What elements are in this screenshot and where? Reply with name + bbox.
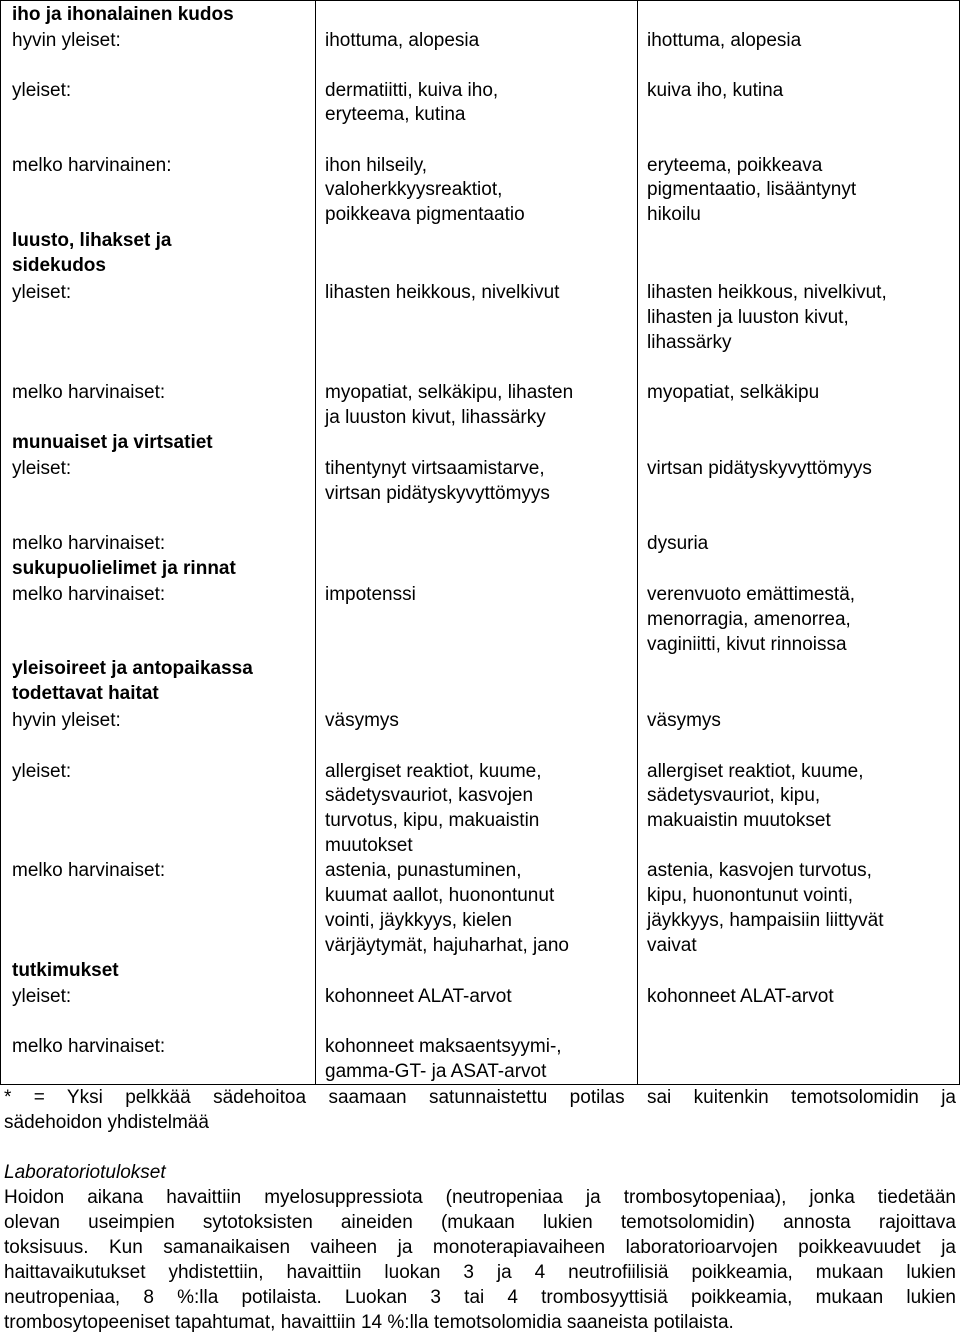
cell-monotherapy: sädetysvauriot, kipu, (647, 785, 821, 806)
frequency-label: melko harvinaiset: (12, 1036, 166, 1057)
cell-temozolomide-radiotherapy: kohonneet ALAT-arvot (325, 986, 512, 1007)
cell-monotherapy: jäykkyys, hampaisiin liittyvät (647, 910, 884, 931)
cell-monotherapy: verenvuoto emättimestä, (647, 584, 856, 605)
cell-temozolomide-radiotherapy: tihentynyt virtsaamistarve, (325, 458, 545, 479)
table-divider-1 (315, 0, 316, 1085)
cell-monotherapy: pigmentaatio, lisääntynyt (647, 179, 857, 200)
cell-temozolomide-radiotherapy: myopatiat, selkäkipu, lihasten (325, 382, 574, 403)
section-heading: munuaiset ja virtsatiet (12, 432, 213, 453)
paragraph-line: toksisuus. Kun samanaikaisen vaiheen ja monoterapiavaiheen laboratorioarvojen poikkeavuudet ja (4, 1237, 956, 1258)
frequency-label: yleiset: (12, 282, 72, 303)
footnote-line: * = Yksi pelkkää sädehoitoa saamaan satunnaistettu potilas sai kuitenkin temotsolomidin ja (4, 1087, 956, 1108)
section-heading: sukupuolielimet ja rinnat (12, 558, 236, 579)
cell-temozolomide-radiotherapy: vointi, jäykkyys, kielen (325, 910, 512, 931)
cell-monotherapy: väsymys (647, 710, 721, 731)
paragraph-line: neutropeniaa, 8 %:lla potilaista. Luokan 3 tai 4 trombosyyttisiä poikkeamia, mukaan lukien (4, 1287, 956, 1308)
cell-temozolomide-radiotherapy: gamma-GT- ja ASAT-arvot (325, 1061, 547, 1082)
lab-results-heading: Laboratoriotulokset (4, 1162, 166, 1183)
cell-temozolomide-radiotherapy: poikkeava pigmentaatio (325, 204, 525, 225)
cell-monotherapy: lihasten heikkous, nivelkivut, (647, 282, 887, 303)
cell-monotherapy: lihasten ja luuston kivut, (647, 307, 849, 328)
table-border-top (0, 0, 960, 1)
cell-monotherapy: lihassärky (647, 332, 732, 353)
cell-temozolomide-radiotherapy: värjäytymät, hajuharhat, jano (325, 935, 569, 956)
frequency-label: yleiset: (12, 458, 72, 479)
cell-monotherapy: kohonneet ALAT-arvot (647, 986, 834, 1007)
footnote-line: sädehoidon yhdistelmää (4, 1112, 209, 1133)
cell-temozolomide-radiotherapy: väsymys (325, 710, 399, 731)
section-heading: tutkimukset (12, 960, 119, 981)
cell-temozolomide-radiotherapy: astenia, punastuminen, (325, 860, 522, 881)
cell-temozolomide-radiotherapy: dermatiitti, kuiva iho, (325, 80, 499, 101)
frequency-label: yleiset: (12, 761, 72, 782)
cell-monotherapy: menorragia, amenorrea, (647, 609, 851, 630)
frequency-label: hyvin yleiset: (12, 30, 121, 51)
cell-monotherapy: kipu, huonontunut vointi, (647, 885, 853, 906)
cell-temozolomide-radiotherapy: kuumat aallot, huonontunut (325, 885, 555, 906)
cell-monotherapy: makuaistin muutokset (647, 810, 831, 831)
frequency-label: melko harvinaiset: (12, 584, 166, 605)
cell-monotherapy: astenia, kasvojen turvotus, (647, 860, 872, 881)
paragraph-line: trombosytopeeniset tapahtumat, havaittiin 14 %:lla temotsolomidia saaneista potilaista. (4, 1312, 734, 1333)
cell-temozolomide-radiotherapy: muutokset (325, 835, 413, 856)
cell-monotherapy: myopatiat, selkäkipu (647, 382, 820, 403)
cell-monotherapy: allergiset reaktiot, kuume, (647, 761, 864, 782)
section-heading: yleisoireet ja antopaikassa (12, 658, 253, 679)
frequency-label: yleiset: (12, 986, 72, 1007)
cell-monotherapy: kuiva iho, kutina (647, 80, 784, 101)
cell-temozolomide-radiotherapy: allergiset reaktiot, kuume, (325, 761, 542, 782)
cell-temozolomide-radiotherapy: sädetysvauriot, kasvojen (325, 785, 534, 806)
cell-temozolomide-radiotherapy: valoherkkyysreaktiot, (325, 179, 503, 200)
frequency-label: melko harvinaiset: (12, 533, 166, 554)
cell-monotherapy: dysuria (647, 533, 709, 554)
frequency-label: melko harvinainen: (12, 155, 172, 176)
paragraph-line: Hoidon aikana havaittiin myelosuppressiota (neutropeniaa ja trombosytopeniaa), jonka tiedetään (4, 1187, 956, 1208)
frequency-label: melko harvinaiset: (12, 382, 166, 403)
table-border-left (0, 0, 1, 1085)
cell-temozolomide-radiotherapy: lihasten heikkous, nivelkivut (325, 282, 560, 303)
cell-monotherapy: virtsan pidätyskyvyttömyys (647, 458, 872, 479)
cell-monotherapy: vaginiitti, kivut rinnoissa (647, 634, 847, 655)
paragraph-line: haittavaikutukset yhdistettiin, havaittiin luokan 3 ja 4 neutrofiilisiä poikkeamia, mukaan lukien (4, 1262, 956, 1283)
section-heading: sidekudos (12, 255, 106, 276)
cell-temozolomide-radiotherapy: ihottuma, alopesia (325, 30, 480, 51)
cell-temozolomide-radiotherapy: ihon hilseily, (325, 155, 428, 176)
cell-monotherapy: hikoilu (647, 204, 701, 225)
section-heading: luusto, lihakset ja (12, 230, 172, 251)
frequency-label: hyvin yleiset: (12, 710, 121, 731)
frequency-label: melko harvinaiset: (12, 860, 166, 881)
cell-temozolomide-radiotherapy: turvotus, kipu, makuaistin (325, 810, 540, 831)
cell-temozolomide-radiotherapy: eryteema, kutina (325, 104, 466, 125)
cell-temozolomide-radiotherapy: virtsan pidätyskyvyttömyys (325, 483, 550, 504)
cell-temozolomide-radiotherapy: impotenssi (325, 584, 416, 605)
cell-monotherapy: vaivat (647, 935, 697, 956)
table-divider-2 (637, 0, 638, 1085)
cell-temozolomide-radiotherapy: kohonneet maksaentsyymi-, (325, 1036, 562, 1057)
cell-monotherapy: ihottuma, alopesia (647, 30, 802, 51)
cell-temozolomide-radiotherapy: ja luuston kivut, lihassärky (325, 407, 546, 428)
paragraph-line: olevan useimpien sytotoksisten aineiden (mukaan lukien temotsolomidin) annosta rajoittava (4, 1212, 956, 1233)
section-heading: iho ja ihonalainen kudos (12, 4, 234, 25)
section-heading: todettavat haitat (12, 683, 159, 704)
frequency-label: yleiset: (12, 80, 72, 101)
cell-monotherapy: eryteema, poikkeava (647, 155, 823, 176)
